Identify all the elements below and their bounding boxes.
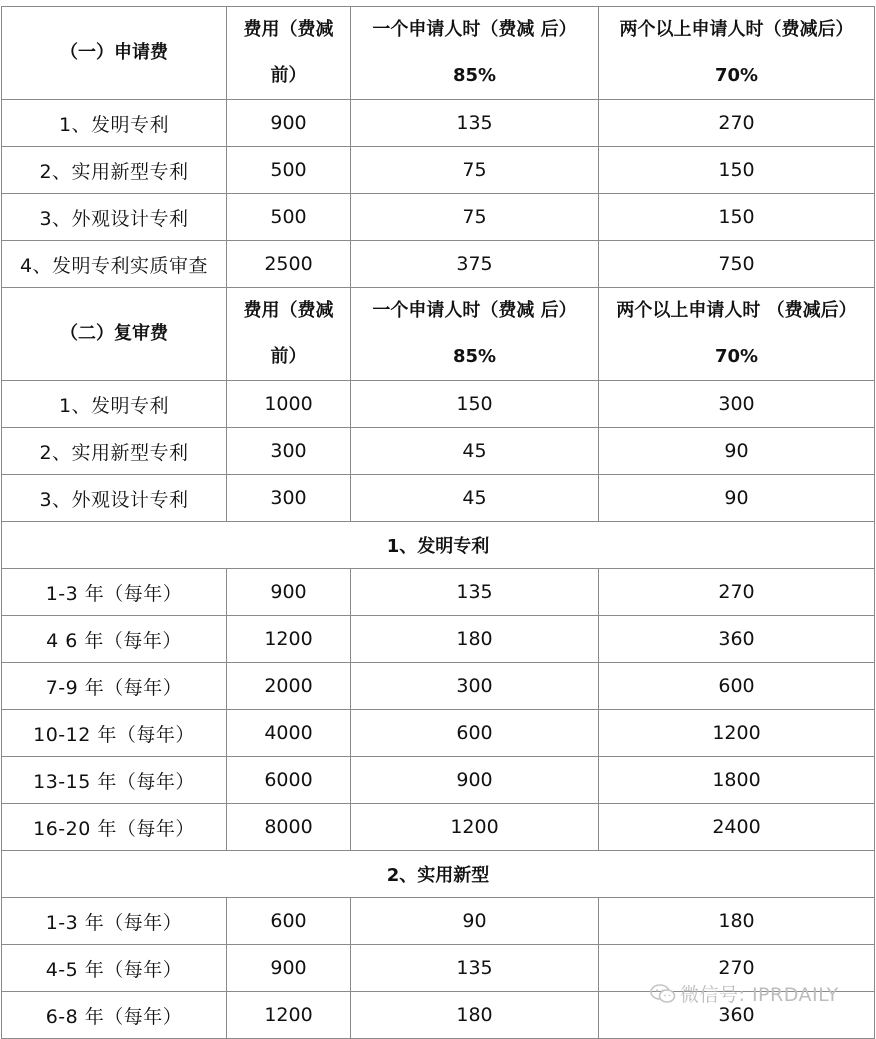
table-row: [2, 898, 875, 945]
row-label: 4 6 年（每年）: [2, 616, 227, 663]
fee-before-reduction-header: 费用（费减 前）: [227, 7, 351, 100]
one-applicant-cell: 600: [351, 710, 599, 757]
multi-applicant-cell: 270: [599, 569, 875, 616]
multi-applicant-cell: 600: [599, 663, 875, 710]
row-label: 2、实用新型专利: [2, 428, 227, 475]
section2-title: （二）复审费: [2, 288, 227, 381]
fee-cell: 300: [227, 428, 351, 475]
one-applicant-cell: 900: [351, 757, 599, 804]
fee-cell: 300: [227, 475, 351, 522]
multi-applicant-cell: 1200: [599, 710, 875, 757]
table-row: [2, 475, 875, 522]
section1-title: （一）申请费: [2, 7, 227, 100]
annual-utility-title: 2、实用新型: [2, 851, 875, 898]
annual-utility-title-row: [2, 851, 875, 898]
one-applicant-cell: 375: [351, 241, 599, 288]
annual-invention-title: 1、发明专利: [2, 522, 875, 569]
fee-cell: 1200: [227, 616, 351, 663]
fee-cell: 500: [227, 194, 351, 241]
table-row: [2, 710, 875, 757]
multi-applicant-cell: 300: [599, 381, 875, 428]
multi-applicant-cell: 1800: [599, 757, 875, 804]
table-row: [2, 569, 875, 616]
fee-cell: 900: [227, 569, 351, 616]
one-applicant-cell: 45: [351, 475, 599, 522]
table-row: [2, 757, 875, 804]
fee-cell: 2000: [227, 663, 351, 710]
wechat-watermark: [650, 980, 839, 1007]
fee-cell: 6000: [227, 757, 351, 804]
one-applicant-cell: 135: [351, 945, 599, 992]
fee-cell: 1200: [227, 992, 351, 1039]
patent-fee-table: [1, 6, 875, 1039]
section2-header-row: [2, 288, 875, 381]
row-label: 3、外观设计专利: [2, 475, 227, 522]
fee-cell: 8000: [227, 804, 351, 851]
row-label: 4-5 年（每年）: [2, 945, 227, 992]
fee-cell: 500: [227, 147, 351, 194]
one-applicant-cell: 135: [351, 569, 599, 616]
table-row: [2, 616, 875, 663]
multi-applicant-cell: 150: [599, 194, 875, 241]
row-label: 1-3 年（每年）: [2, 569, 227, 616]
one-applicant-cell: 90: [351, 898, 599, 945]
multi-applicant-cell: 2400: [599, 804, 875, 851]
table-row: [2, 428, 875, 475]
one-applicant-cell: 300: [351, 663, 599, 710]
multi-applicant-header: 两个以上申请人时（费减后） 70%: [599, 7, 875, 100]
one-applicant-cell: 1200: [351, 804, 599, 851]
multi-applicant-cell: 270: [599, 945, 875, 992]
multi-applicant-cell: 90: [599, 428, 875, 475]
row-label: 1、发明专利: [2, 381, 227, 428]
multi-applicant-cell: 270: [599, 100, 875, 147]
one-applicant-header: 一个申请人时（费减 后） 85%: [351, 288, 599, 381]
one-applicant-cell: 75: [351, 147, 599, 194]
one-applicant-cell: 135: [351, 100, 599, 147]
one-applicant-cell: 180: [351, 992, 599, 1039]
one-applicant-cell: 180: [351, 616, 599, 663]
table-row: [2, 147, 875, 194]
fee-before-reduction-header: 费用（费减 前）: [227, 288, 351, 381]
fee-cell: 900: [227, 945, 351, 992]
row-label: 7-9 年（每年）: [2, 663, 227, 710]
table-row: [2, 241, 875, 288]
table-row: [2, 381, 875, 428]
one-applicant-cell: 45: [351, 428, 599, 475]
table-row: [2, 194, 875, 241]
watermark-text: 微信号: IPRDAILY: [680, 984, 839, 1006]
row-label: 13-15 年（每年）: [2, 757, 227, 804]
one-applicant-cell: 75: [351, 194, 599, 241]
row-label: 3、外观设计专利: [2, 194, 227, 241]
annual-invention-title-row: [2, 522, 875, 569]
multi-applicant-header: 两个以上申请人时 （费减后） 70%: [599, 288, 875, 381]
row-label: 1-3 年（每年）: [2, 898, 227, 945]
multi-applicant-cell: 360: [599, 992, 875, 1039]
one-applicant-header: 一个申请人时（费减 后） 85%: [351, 7, 599, 100]
table-row: [2, 100, 875, 147]
table-row: [2, 663, 875, 710]
one-applicant-cell: 150: [351, 381, 599, 428]
section1-header-row: [2, 7, 875, 100]
row-label: 4、发明专利实质审查: [2, 241, 227, 288]
fee-cell: 600: [227, 898, 351, 945]
row-label: 6-8 年（每年）: [2, 992, 227, 1039]
multi-applicant-cell: 150: [599, 147, 875, 194]
fee-cell: 4000: [227, 710, 351, 757]
fee-cell: 2500: [227, 241, 351, 288]
row-label: 1、发明专利: [2, 100, 227, 147]
multi-applicant-cell: 750: [599, 241, 875, 288]
multi-applicant-cell: 180: [599, 898, 875, 945]
fee-cell: 900: [227, 100, 351, 147]
wechat-icon: [650, 984, 676, 1004]
row-label: 16-20 年（每年）: [2, 804, 227, 851]
row-label: 2、实用新型专利: [2, 147, 227, 194]
multi-applicant-cell: 360: [599, 616, 875, 663]
row-label: 10-12 年（每年）: [2, 710, 227, 757]
fee-cell: 1000: [227, 381, 351, 428]
table-row: [2, 804, 875, 851]
multi-applicant-cell: 90: [599, 475, 875, 522]
